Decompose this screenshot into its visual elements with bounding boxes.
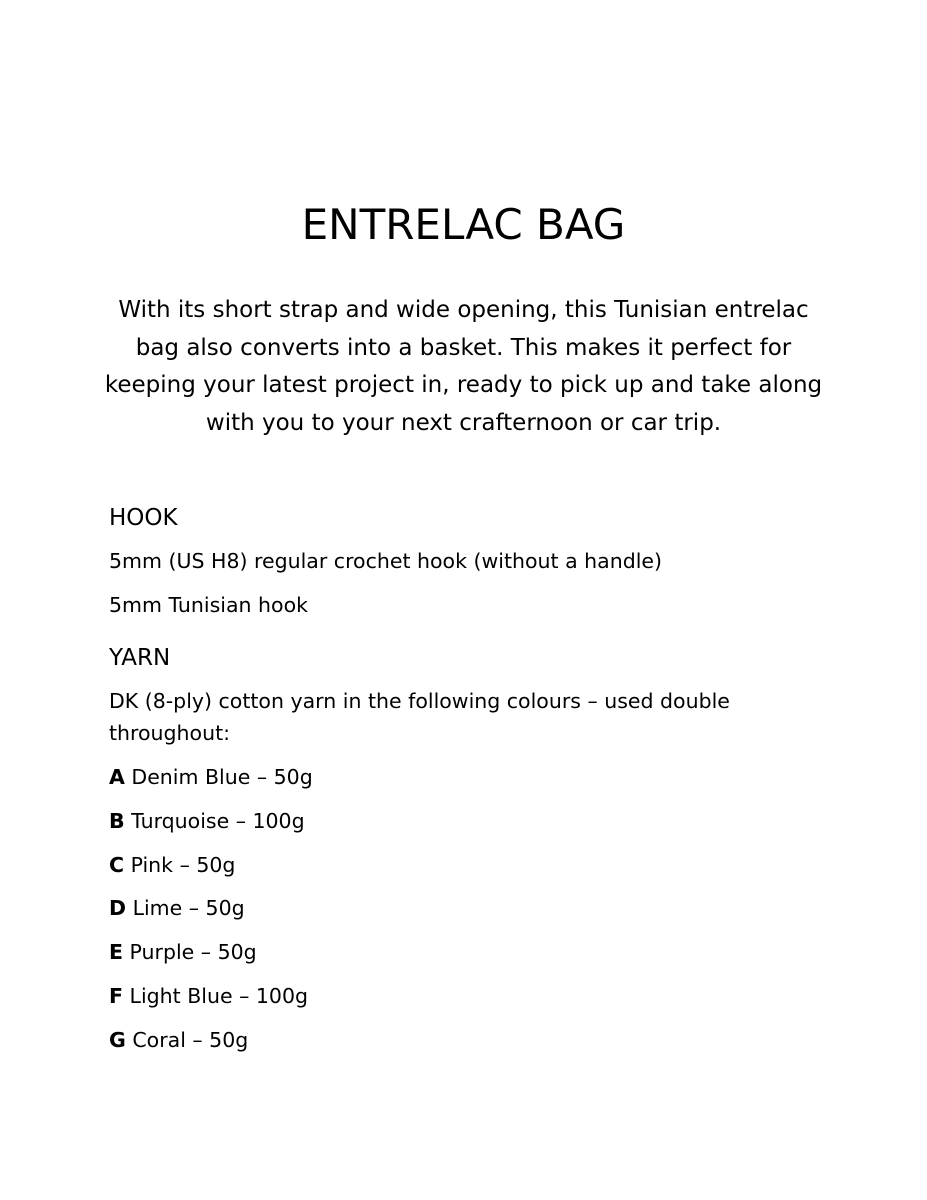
yarn-description: DK (8-ply) cotton yarn in the following colours – used double throughout: bbox=[109, 689, 730, 745]
hook-heading: HOOK bbox=[109, 505, 178, 531]
colour-letter: D bbox=[109, 896, 127, 920]
hook-item: 5mm Tunisian hook bbox=[109, 593, 308, 617]
colour-letter: E bbox=[109, 940, 124, 964]
page-title: ENTRELAC BAG bbox=[301, 200, 626, 249]
colour-letter: G bbox=[109, 1028, 126, 1052]
colour-letter: A bbox=[109, 765, 125, 789]
colour-text: Pink – 50g bbox=[130, 853, 236, 877]
yarn-colour-item bbox=[109, 980, 308, 1012]
colour-letter: F bbox=[109, 984, 124, 1008]
colour-text: Turquoise – 100g bbox=[131, 809, 305, 833]
colour-letter: C bbox=[109, 853, 125, 877]
yarn-colour-item bbox=[109, 849, 235, 881]
yarn-heading: YARN bbox=[109, 645, 171, 671]
hook-item: 5mm (US H8) regular crochet hook (without a handle) bbox=[109, 549, 663, 573]
yarn-colour-item bbox=[109, 761, 313, 793]
yarn-colour-item bbox=[109, 892, 245, 924]
colour-text: Light Blue – 100g bbox=[129, 984, 309, 1008]
yarn-colour-item bbox=[109, 805, 305, 837]
colour-text: Lime – 50g bbox=[132, 896, 245, 920]
yarn-colour-item bbox=[109, 1024, 248, 1056]
colour-text: Purple – 50g bbox=[129, 940, 257, 964]
colour-text: Coral – 50g bbox=[132, 1028, 249, 1052]
colour-text: Denim Blue – 50g bbox=[131, 765, 313, 789]
yarn-colour-item bbox=[109, 936, 257, 968]
intro-paragraph: With its short strap and wide opening, this Tunisian entrelac bag also converts into a basket. This makes it perfect for keeping your latest project in, ready to pick up and take along with you to your next crafternoon or car trip. bbox=[104, 297, 823, 436]
colour-letter: B bbox=[109, 809, 125, 833]
